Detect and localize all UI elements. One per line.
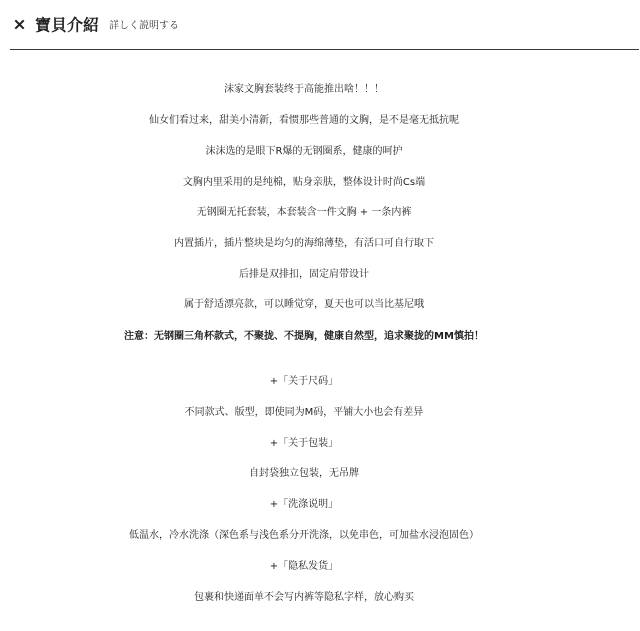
- description-line: 文胸内里采用的是纯棉，贴身亲肤，整体设计时尚Cs端: [182, 177, 426, 188]
- description-line: 无钢圈无托套装，本套装含一件文胸 + 一条内裤: [196, 207, 412, 218]
- description-line: 后排是双排扣，固定肩带设计: [239, 269, 369, 280]
- notice-line: 注意：无钢圈三角杯款式，不聚拢、不提胸，健康自然型，追求聚拢的MM慎拍！: [124, 331, 484, 342]
- section-heading-size: +「关于尺码」: [269, 376, 339, 387]
- description-line: 沫沫选的是眼下R爆的无钢圈系，健康的呵护: [205, 146, 403, 157]
- section-heading-packaging: +「关于包装」: [269, 438, 339, 449]
- description-line: 仙女们看过来，甜美小清新，看惯那些普通的文胸，是不是毫无抵抗呢: [149, 115, 459, 126]
- page-title: 寶貝介紹: [35, 15, 100, 35]
- description-line: 不同款式、版型，即使同为M码，平铺大小也会有差异: [184, 407, 424, 418]
- section-heading-privacy: +「隐私发货」: [269, 561, 339, 572]
- description-line: 低温水，冷水洗涤（深色系与浅色系分开洗涤，以免串色，可加盐水浸泡固色）: [129, 530, 479, 541]
- description-line: 自封袋独立包装，无吊牌: [249, 468, 359, 479]
- description-line: 包裹和快递面单不会写内裤等隐私字样，放心购买: [194, 592, 414, 603]
- description-line: 内置插片，插片整块是均匀的海绵薄垫，有活口可自行取下: [174, 238, 434, 249]
- description-line: 沫家文胸套装终于高能推出啥！！！: [224, 84, 384, 95]
- page-subtitle: 詳しく説明する: [109, 20, 179, 32]
- section-heading-washing: +「洗涤说明」: [269, 499, 339, 510]
- description-line: 属于舒适漂亮款，可以睡觉穿，夏天也可以当比基尼哦: [184, 299, 424, 310]
